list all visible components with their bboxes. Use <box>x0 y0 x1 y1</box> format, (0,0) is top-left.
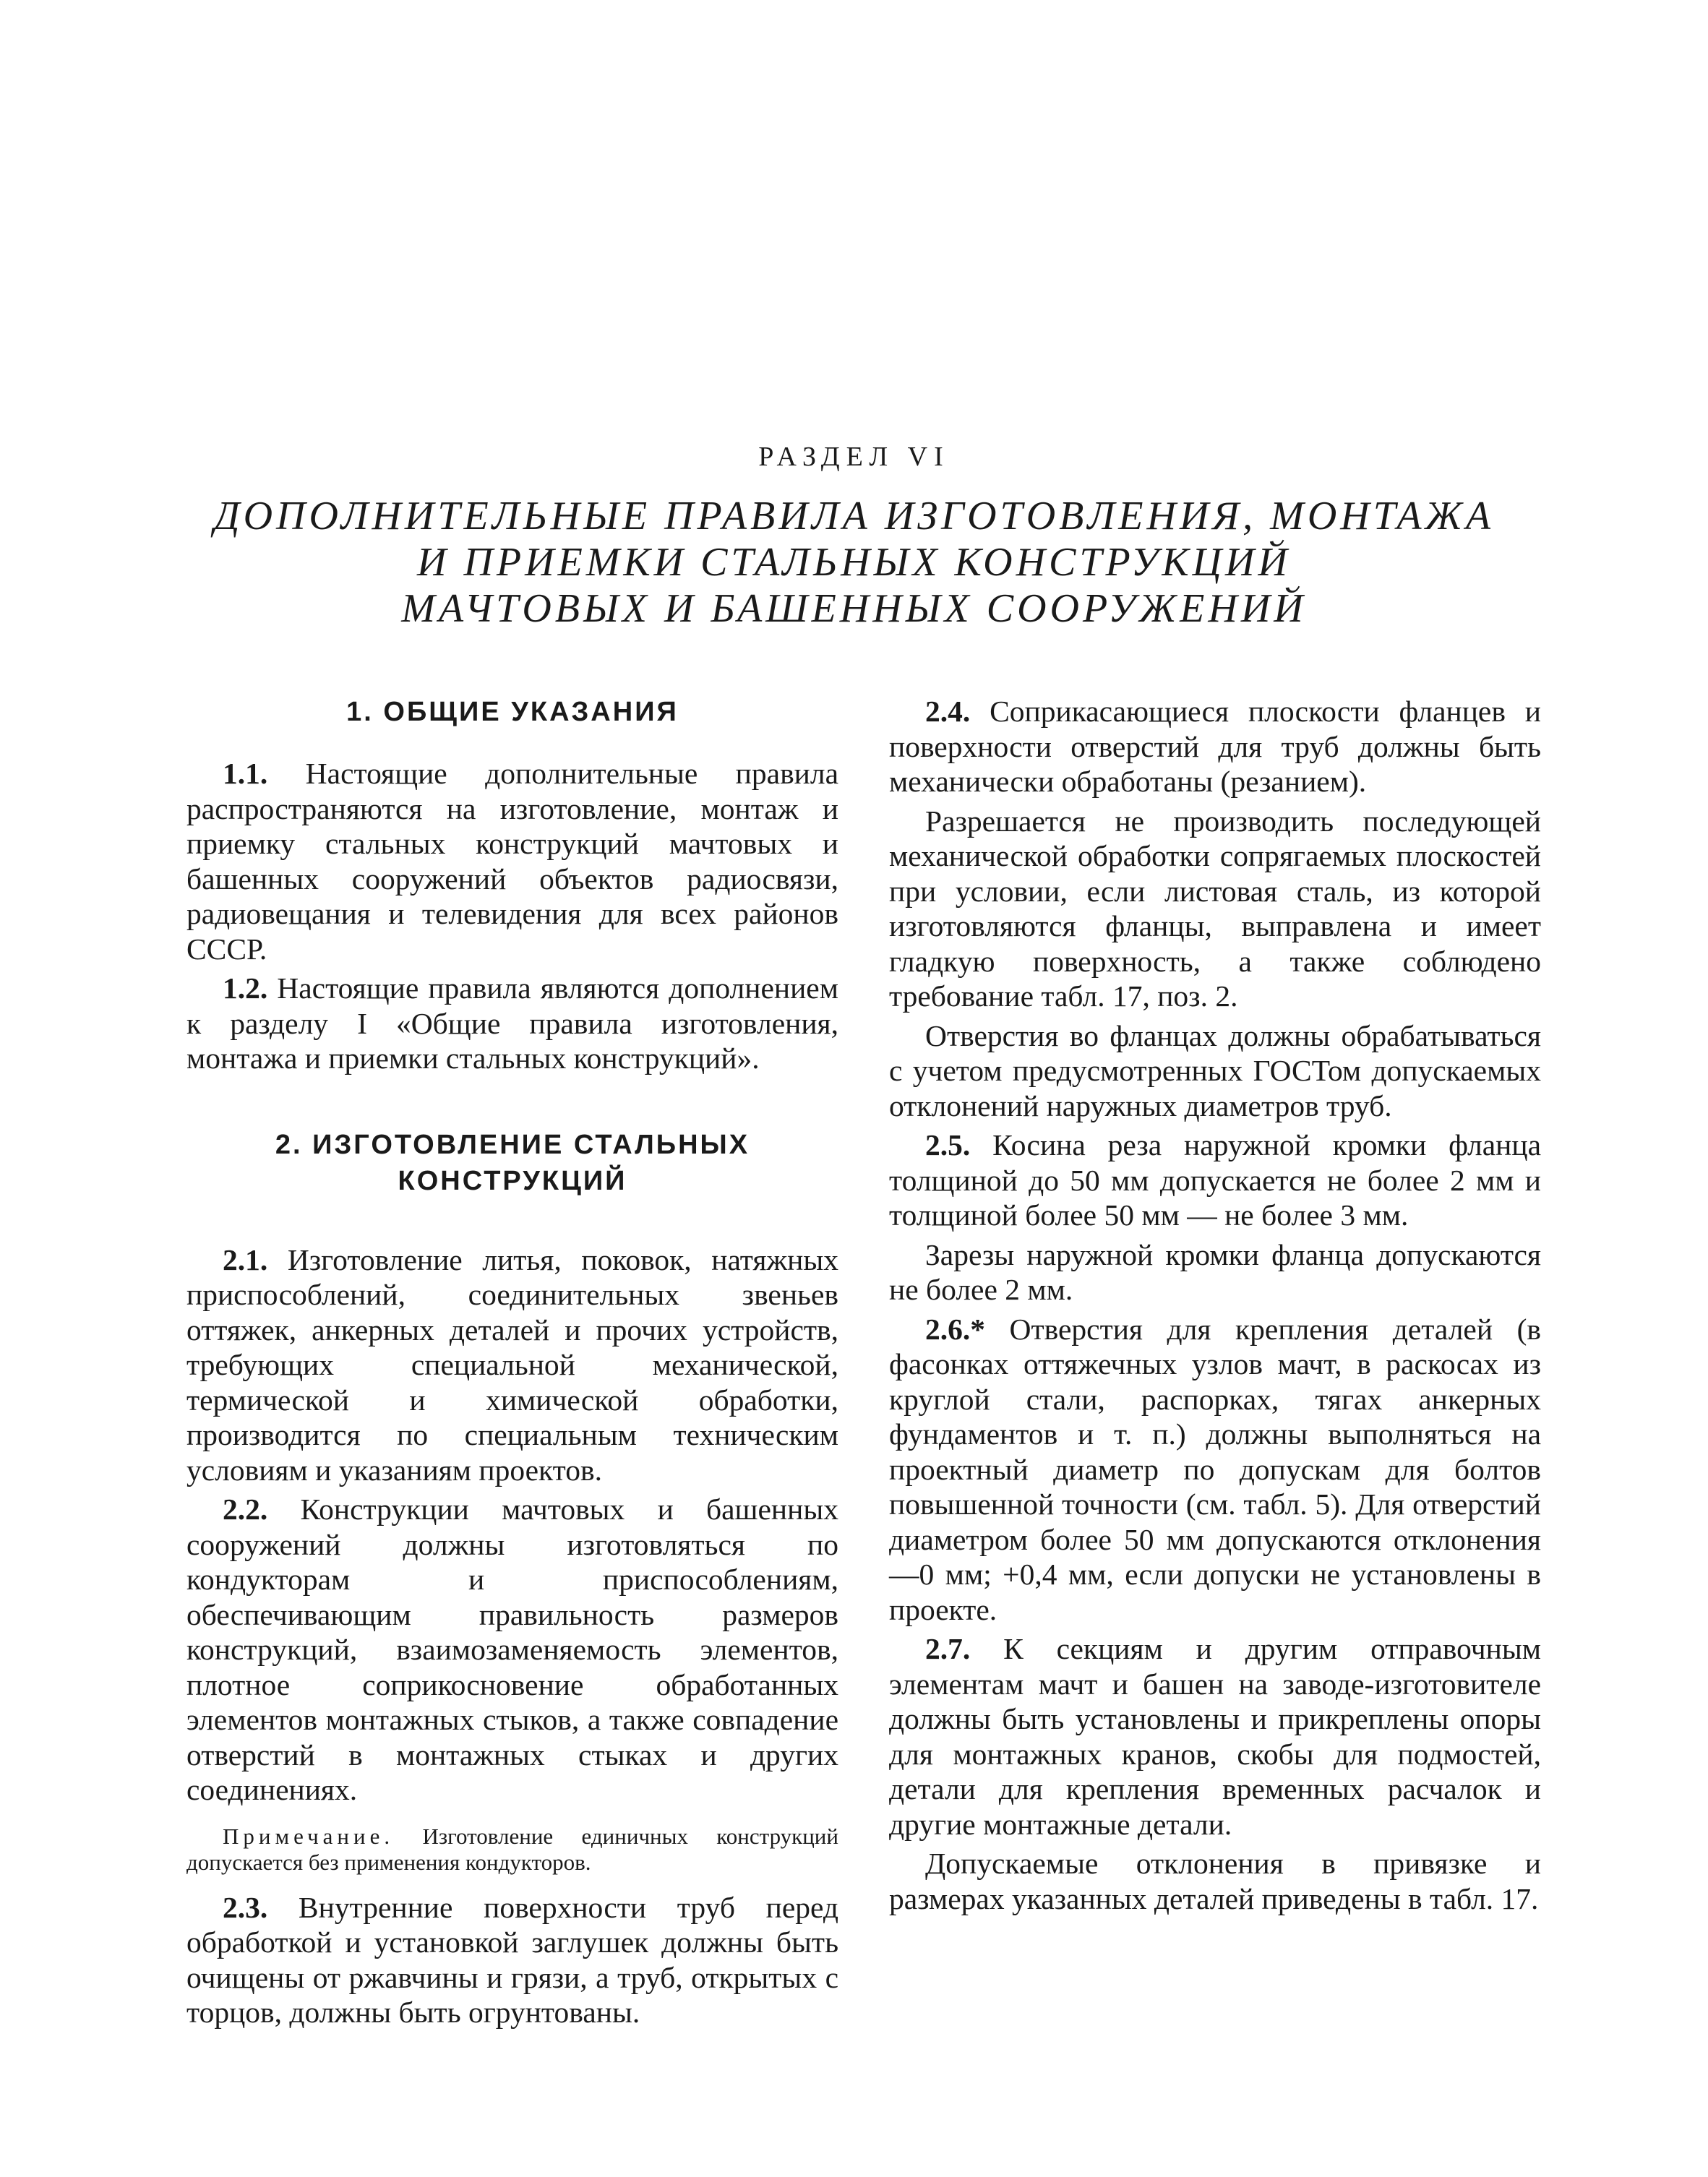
paragraph-text: Косина реза наружной кромки фланца толщиной до 50 мм допускается не более 2 мм и толщиной более 50 мм — не более 3 мм. <box>889 1128 1541 1232</box>
paragraph-2-4 <box>889 694 1541 799</box>
paragraph-number: 2.5. <box>925 1128 971 1162</box>
paragraph-number: 2.1. <box>223 1242 268 1276</box>
paragraph-2-6 <box>889 1312 1541 1628</box>
paragraph-2-7-continued: Допускаемые отклонения в привязке и размерах указанных деталей приведены в табл. 17. <box>889 1847 1541 1915</box>
heading-general <box>186 694 838 730</box>
paragraph-text: Конструкции мачтовых и башенных сооружений должны изготовляться по кондукторам и приспособлениям, обеспечивающим правильность размеров конструкций, взаимозаменяемость элементов, плотное соприкосновение обработанных элементов монтажных стыков, а также совпадение отверстий в монтажных стыках и других соединениях. <box>186 1493 838 1806</box>
heading-manufacturing-line-2: КОНСТРУКЦИЙ <box>398 1165 627 1196</box>
paragraph-text: К секциям и другим отправочным элементам мачт и башен на заводе-изготовителе должны быть установлены и прикреплены опоры для монтажных кранов, скобы для подмостей, детали для крепления временных расчалок и другие монтажные детали. <box>889 1632 1541 1841</box>
paragraph-number: 2.2. <box>223 1493 268 1526</box>
paragraph-2-7 <box>889 1631 1541 1842</box>
paragraph-text: Отверстия для крепления деталей (в фасонках оттяжечных узлов мачт, в раскосах из круглой стали, распорках, тягах анкерных фундаментов и т. п.) должны выполняться на проектный диаметр по допускам для болтов повышенной точности (см. табл. 5). Для отверстий диаметром более 50 мм допускаются отклонения —0 мм; +0,4 мм, если допуски не установлены в проекте. <box>889 1312 1541 1626</box>
section-label: РАЗДЕЛ VI <box>758 442 950 472</box>
note <box>186 1824 838 1876</box>
heading-manufacturing <box>186 1127 838 1199</box>
paragraph-2-4-continued: Разрешается не производить последующей механической обработки сопрягаемых плоскостей при условии, если листовая сталь, из которой изготовляются фланцы, выправлена и имеет гладкую поверхность, а также соблюдено требование табл. 17, поз. 2. <box>889 804 1541 1013</box>
paragraph-number: 1.1. <box>223 757 268 790</box>
paragraph-number: 1.2. <box>223 971 268 1005</box>
paragraph-text: Настоящие дополнительные правила распространяются на изготовление, монтаж и приемку стальных конструкций мачтовых и башенных сооружений объектов радиосвязи, радиовещания и телевидения для всех районов СССР. <box>186 757 838 966</box>
paragraph-1-2 <box>186 971 838 1076</box>
title-line-1: ДОПОЛНИТЕЛЬНЫЕ ПРАВИЛА ИЗГОТОВЛЕНИЯ, МОНТАЖА <box>213 494 1495 538</box>
paragraph-text: Соприкасающиеся плоскости фланцев и поверхности отверстий для труб должны быть механически обработаны (резанием). <box>889 695 1541 798</box>
paragraph-text: Внутренние поверхности труб перед обработкой и установкой заглушек должны быть очищены от ржавчины и грязи, а труб, открытых с торцов, должны быть огрунтованы. <box>186 1890 838 2029</box>
paragraph-1-1 <box>186 756 838 966</box>
title-line-3: МАЧТОВЫХ И БАШЕННЫХ СООРУЖЕНИЙ <box>401 586 1307 631</box>
paragraph-number: 2.6.* <box>925 1312 985 1346</box>
heading-general-text: 1. ОБЩИЕ УКАЗАНИЯ <box>346 697 679 727</box>
paragraph-2-3 <box>186 1890 838 2030</box>
paragraph-number: 2.7. <box>925 1632 971 1665</box>
right-column <box>889 694 1541 1920</box>
paragraph-2-2 <box>186 1492 838 1808</box>
title-line-2: И ПРИЕМКИ СТАЛЬНЫХ КОНСТРУКЦИЙ <box>417 540 1291 585</box>
paragraph-2-1 <box>186 1242 838 1488</box>
paragraph-2-5 <box>889 1128 1541 1233</box>
section-title <box>0 493 1708 632</box>
paragraph-text: Настоящие правила являются дополнением к разделу I «Общие правила изготовления, монтажа и приемки стальных конструкций». <box>186 971 838 1075</box>
note-label: Примечание. <box>223 1823 395 1849</box>
left-column <box>186 694 838 2035</box>
paragraph-number: 2.3. <box>223 1890 268 1924</box>
note-text: Изготовление единичных конструкций допускается без применения кондукторов. <box>186 1823 838 1875</box>
paragraph-2-4-holes: Отверстия во фланцах должны обрабатываться с учетом предусмотренных ГОСТом допускаемых отклонений наружных диаметров труб. <box>889 1018 1541 1122</box>
paragraph-text: Изготовление литья, поковок, натяжных приспособлений, соединительных звеньев оттяжек, анкерных деталей и прочих устройств, требующих специальной механической, термической и химической обработки, производится по специальным техническим условиям и указаниям проектов. <box>186 1242 838 1487</box>
paragraph-number: 2.4. <box>925 695 971 728</box>
heading-manufacturing-line-1: 2. ИЗГОТОВЛЕНИЕ СТАЛЬНЫХ <box>275 1129 750 1160</box>
paragraph-2-5-continued: Зарезы наружной кромки фланца допускаются не более 2 мм. <box>889 1237 1541 1306</box>
